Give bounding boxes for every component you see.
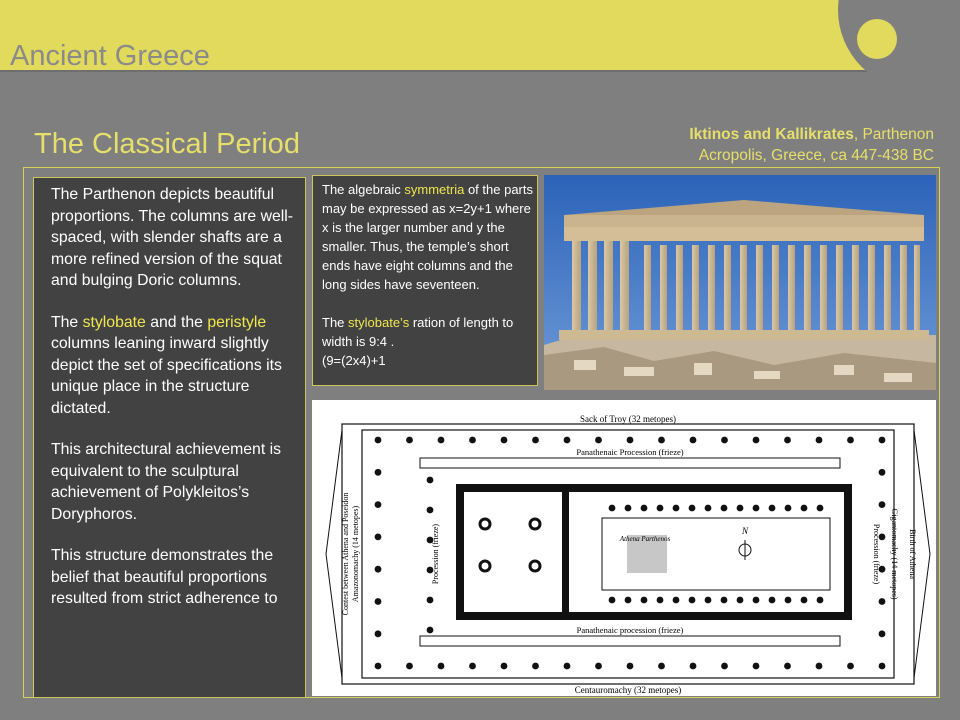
column-marker [721, 663, 728, 670]
column-marker [627, 663, 634, 670]
text-span: The [322, 315, 349, 330]
caption-work: , Parthenon [853, 126, 934, 143]
column-marker [641, 597, 648, 604]
interior-column-marker [530, 561, 540, 571]
term-stylobate: stylobate’s [348, 315, 410, 330]
column-marker [641, 505, 648, 512]
proportions-panel [312, 175, 538, 386]
column-marker [689, 505, 696, 512]
column-marker [785, 505, 792, 512]
plan-label-left-a: Contest between Athena and Poseidon [341, 492, 350, 616]
caption-artists: Iktinos and Kallikrates [689, 126, 854, 143]
column-marker [564, 663, 571, 670]
column-marker [469, 437, 476, 444]
column-marker [705, 597, 712, 604]
column-marker [501, 663, 508, 670]
caption-line-1 [689, 124, 934, 145]
text-span: The algebraic [322, 182, 405, 197]
plan-label-right-b: Birth of Athena [908, 529, 917, 579]
column-marker [673, 597, 680, 604]
plan-label-statue: Athena Parthenos [619, 535, 671, 543]
column-marker [721, 505, 728, 512]
term-symmetria: symmetria [404, 182, 465, 197]
floor-plan-drawing [312, 400, 936, 696]
text-span: of the parts may be expressed as x=2y+1 where x is the larger number and y the smaller. Thus, the temple’s short ends have eight columns and the long sides have seventeen. [322, 182, 533, 292]
column-marker [625, 597, 632, 604]
column-marker [737, 505, 744, 512]
plan-label-procession-left: Procession (frieze) [431, 523, 440, 585]
column-marker [690, 663, 697, 670]
column-marker [532, 437, 539, 444]
description-panel [33, 177, 306, 698]
column-marker [816, 437, 823, 444]
plan-label-procession-bottom: Panathenaic procession (frieze) [576, 625, 684, 635]
column-marker [595, 663, 602, 670]
parthenon-photo [544, 175, 936, 390]
column-marker [801, 597, 808, 604]
caption-line-2: Acropolis, Greece, ca 447-438 BC [698, 147, 934, 164]
column-marker [817, 505, 824, 512]
column-marker [817, 597, 824, 604]
column-marker [737, 597, 744, 604]
column-marker [705, 505, 712, 512]
column-marker [658, 437, 665, 444]
interior-column-marker [480, 561, 490, 571]
section-title: The Classical Period [34, 128, 300, 160]
column-marker [658, 663, 665, 670]
column-marker [753, 663, 760, 670]
column-marker [406, 437, 413, 444]
column-marker [847, 437, 854, 444]
column-marker [879, 630, 886, 637]
decorative-circle-small [857, 19, 897, 59]
text-span: ration of length to width is 9:4 . [322, 315, 514, 349]
column-marker [721, 437, 728, 444]
column-marker [609, 597, 616, 604]
column-marker [784, 437, 791, 444]
column-marker [689, 597, 696, 604]
column-marker [427, 507, 434, 514]
column-marker [438, 437, 445, 444]
column-marker [657, 597, 664, 604]
column-marker [816, 663, 823, 670]
column-marker [427, 477, 434, 484]
plan-label-procession-top: Panathenaic Procession (frieze) [576, 447, 684, 457]
column-marker [375, 630, 382, 637]
column-marker [501, 437, 508, 444]
column-marker [375, 663, 382, 670]
column-marker [690, 437, 697, 444]
column-marker [769, 597, 776, 604]
column-marker [879, 501, 886, 508]
interior-column-marker [530, 519, 540, 529]
column-marker [657, 505, 664, 512]
decorative-circle-large [838, 0, 960, 90]
column-marker [721, 597, 728, 604]
interior-column-marker [480, 519, 490, 529]
column-marker [847, 663, 854, 670]
column-marker [785, 597, 792, 604]
column-marker [879, 469, 886, 476]
plan-label-procession-right: Procession (frieze) [872, 523, 881, 585]
column-marker [801, 505, 808, 512]
plan-label-bottom: Centauromachy (32 metopes) [574, 685, 682, 695]
description-paragraph-3: This architectural achievement is equivalent to the sculptural achievement of Polykleitos’s Doryphoros. [51, 441, 282, 523]
parthenon-floor-plan [312, 400, 936, 696]
text-span: and the [145, 313, 208, 331]
column-marker [879, 437, 886, 444]
plan-label-left-b: Amazonomachy (14 metopes) [351, 505, 360, 603]
column-marker [753, 437, 760, 444]
column-marker [627, 437, 634, 444]
description-paragraph-2 [51, 312, 301, 420]
column-marker [427, 627, 434, 634]
text-span: The [51, 313, 83, 331]
north-arrow-label: N [741, 526, 749, 536]
column-marker [427, 597, 434, 604]
column-marker [375, 598, 382, 605]
proportions-formula: (9=(2x4)+1 [322, 353, 386, 368]
column-marker [375, 437, 382, 444]
column-marker [609, 505, 616, 512]
plan-label-right-a: Gigantomachy (14 metopes) [890, 508, 899, 600]
term-stylobate: stylobate [82, 313, 146, 331]
proportions-paragraph-2 [322, 313, 533, 351]
column-marker [769, 505, 776, 512]
column-marker [753, 505, 760, 512]
column-marker [375, 469, 382, 476]
column-marker [879, 663, 886, 670]
proportions-paragraph-1 [322, 180, 533, 294]
artwork-caption [689, 124, 934, 166]
column-marker [375, 534, 382, 541]
column-marker [469, 663, 476, 670]
slide-header-title: Ancient Greece [10, 40, 210, 72]
column-marker [784, 663, 791, 670]
column-marker [438, 663, 445, 670]
column-marker [564, 437, 571, 444]
column-marker [595, 437, 602, 444]
plan-label-top: Sack of Troy (32 metopes) [580, 414, 676, 424]
text-span: columns leaning inward slightly depict the set of specifications its unique place in the structure dictated. [51, 335, 282, 417]
description-paragraph-1: The Parthenon depicts beautiful proportions. The columns are well-spaced, with slender shafts are a more refined version of the squat and bulging Doric columns. [51, 186, 294, 289]
description-paragraph-4: This structure demonstrates the belief that beautiful proportions resulted from strict adherence to [51, 547, 278, 607]
column-marker [532, 663, 539, 670]
column-marker [879, 598, 886, 605]
column-marker [406, 663, 413, 670]
column-marker [625, 505, 632, 512]
column-marker [753, 597, 760, 604]
column-marker [375, 501, 382, 508]
term-peristyle: peristyle [207, 313, 267, 331]
column-marker [673, 505, 680, 512]
parthenon-photo-image [544, 175, 936, 390]
column-marker [375, 566, 382, 573]
